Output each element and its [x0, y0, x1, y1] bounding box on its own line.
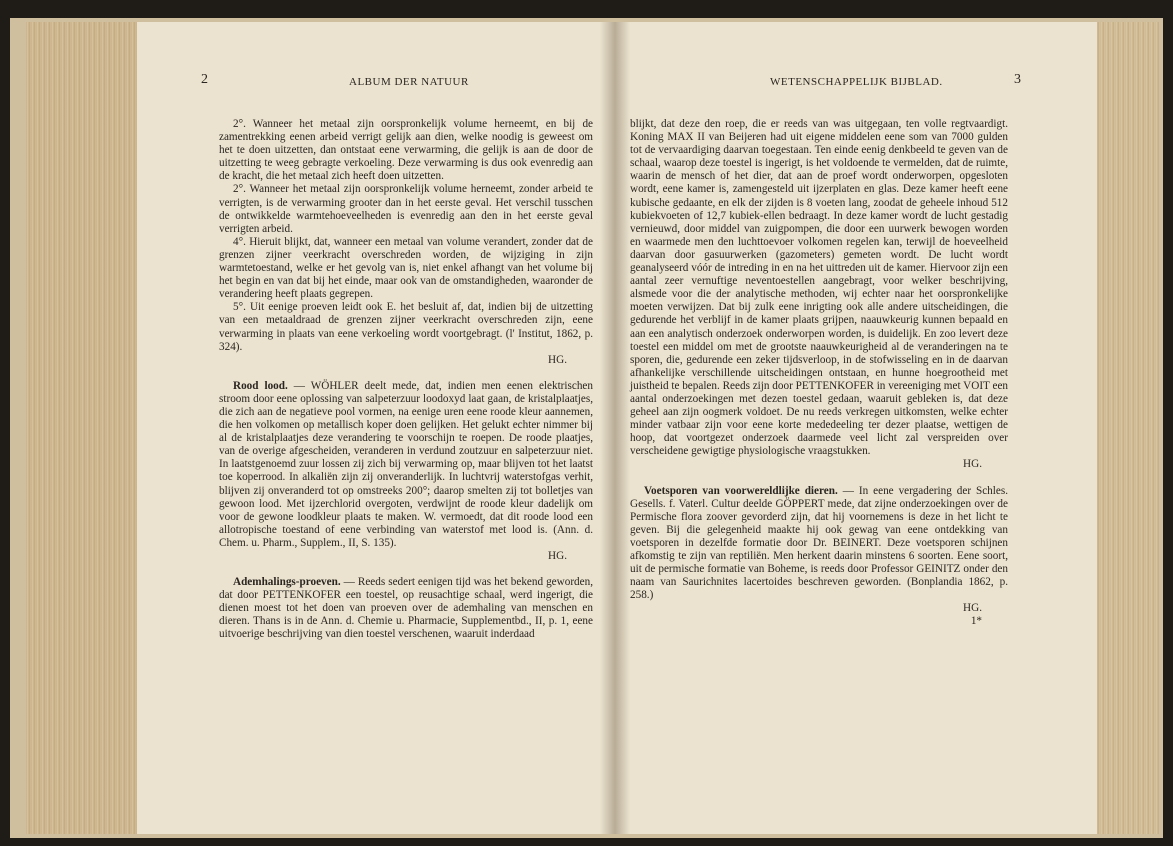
right-page-number: 3: [1014, 72, 1022, 87]
signature-hg: HG.: [963, 458, 982, 471]
left-running-head: ALBUM DER NATUUR: [349, 76, 469, 88]
left-page-number: 2: [201, 72, 209, 87]
paragraph: 2°. Wanneer het metaal zijn oorspronkelijk volume herneemt, en bij de zamentrekking eenen arbeid verrigt gelijk aan dien, welke noodig is geweest om het te doen uitzetten, dan ontstaat eene verwarming, die gelijk is aan de door de uitzetting te weeg gebragte verkoeling. Deze verwarming is dus ook evenredig aan de kracht, die het metaal zich heeft doen uitzetten.: [219, 118, 593, 183]
right-column: [630, 118, 1008, 629]
left-column: [219, 118, 593, 642]
paragraph: 4°. Hieruit blijkt, dat, wanneer een metaal van volume verandert, zonder dat de grenzen zijner veerkracht overschreden worden, de wijziging in zijn warmtetoestand, welke er het gevolg van is, niet enkel afhangt van het volume bij het begin en van dat bij het einde, maar ook van de omstandigheden, waaronder de verandering heeft plaats gegrepen.: [219, 235, 593, 301]
sheet-signature-mark: 1*: [970, 615, 982, 628]
article-text: — Reeds sedert eenigen tijd was het bekend geworden, dat door PETTENKOFER een toestel, op reusachtige schaal, werd ingerigt, die dienen moest tot het doen van proeven over de ademhaling van menschen en dieren. Thans is in de Ann. d. Chemie u. Pharmacie, Supplementbd., II, p. 1, eene uitvoerige beschrijving van dien toestel verschenen, waaruit inderdaad: [219, 576, 593, 641]
paragraph: blijkt, dat deze den roep, die er reeds van was uitgegaan, ten volle regtvaardigt. Koning MAX II van Beijeren had uit eigene middelen eene som van 7000 gulden tot de vervaardiging daarvan toegestaan. Ten einde eenig denkbeeld te geven van de schaal, waarop deze toestel is ingerigt, is het voldoende te vermelden, dat de ruimte, waarin de mensch of het dier, dat aan de proef wordt onderworpen, opgesloten wordt, eene kamer is, zamengesteld uit ijzerplaten en glas. Deze kamer heeft eene kubische gedaante, en elk der zijden is 8 voeten lang, zoodat de geheele inhoud 512 kubiekvoeten of 12,7 kubiek-ellen bedraagt. In deze kamer wordt de lucht gestadig vernieuwd, door middel van zuigpompen, die door een uurwerk bewogen worden en waarmede men den luchttoevoer volkomen regelen kan, terwijl de hoeveelheid daarvan door gasuurwerken (gazometers) gemeten wordt. De lucht wordt geanalyseerd vóór de intreding in en na het uittreden uit de kamer. Hiervoor zijn een aantal zeer vernuftige neventoestellen aangebragt, voor welker beschrijving, alsmede voor die der analytische methoden, wij echter naar het oorspronkelijke moeten verwijzen. Dat bij zulk eene inrigting ook alle andere uitscheidingen, die gedurende het verblijf in de kamer plaats grijpen, naauwkeurig kunnen bepaald en aan een analytisch onderzoek onderworpen worden, is duidelijk. En zoo levert deze toestel een middel om met de grootste naauwkeurigheid al de veranderingen na te sporen, die, gedurende een zeker tijdsverloop, in de stofwisseling en in de daarvan afhankelijke verschillende uitscheidingen ontstaan, en hunne hoegrootheid met juistheid te bepalen. Reeds zijn door PETTENKOFER in vereeniging met VOIT een aantal onderzoekingen met dezen toestel gedaan, waaruit gebleken is, dat deze geheel aan zijn oogmerk voldoet. De nu reeds verkregen uitkomsten, welke echter minder vatbaar zijn voor eene korte mededeeling ter dezer plaatse, wettigen de hoop, dat voortgezet onderzoek daarmede veel licht zal verspreiden over verscheidene gewigtige physiologische vraagstukken.: [630, 118, 1009, 458]
article-rood-lood: [219, 380, 593, 550]
article-text: — In eene vergadering der Schles. Gesells. f. Vaterl. Cultur deelde GÖPPERT mede, dat zijne onderzoekingen over de Permische flora zoover gevorderd zijn, dat hij voornemens is deze in het licht te geven. Bij die gelegenheid maakte hij ook gewag van eene ontdekking van voetsporen in dezelfde formatie door Dr. BEINERT. Deze voetsporen schijnen afkomstig te zijn van reptiliën. Men herkent daarin minstens 6 soorten. Eene soort, uit de permische formatie van Boheme, is reeds door Professor GEINITZ onder den naam van Saurichnites lacertoides beschreven geworden. (Bonplandia 1862, p. 258.): [630, 484, 1009, 602]
right-page-edges: [1095, 22, 1159, 834]
article-title: Ademhalings-proeven.: [233, 576, 341, 589]
signature-hg: HG.: [963, 602, 982, 615]
article-voetsporen: [630, 485, 1008, 603]
signature-hg: HG.: [548, 550, 567, 562]
book-gutter: [600, 22, 630, 834]
signature-hg: HG.: [548, 353, 567, 366]
article-ademhalings-proeven: [219, 576, 593, 641]
paragraph: 5°. Uit eenige proeven leidt ook E. het besluit af, dat, indien bij de uitzetting van een metaaldraad de grenzen zijner veerkracht overschreden zijn, eene verwarming in plaats van eene verkoeling wordt voortgebragt. (l' Institut, 1862, p. 324).: [219, 301, 593, 353]
paragraph: 2°. Wanneer het metaal zijn oorspronkelijk volume herneemt, zonder arbeid te verrigten, is de verwarming grooter dan in het eerste geval. Het verschil tusschen de ontwikkelde warmtehoeveelheden is evenredig aan den in het eerste geval verrigten arbeid.: [219, 183, 593, 235]
open-book: [10, 18, 1163, 838]
right-page: [614, 22, 1097, 834]
right-running-head: WETENSCHAPPELIJK BIJBLAD.: [770, 76, 943, 88]
left-page: [137, 22, 615, 834]
article-title: Rood lood.: [233, 379, 288, 392]
article-title: Voetsporen van voorwereldlijke dieren.: [644, 484, 838, 497]
left-page-edges: [26, 22, 146, 834]
article-text: — WÖHLER deelt mede, dat, indien men eenen elektrischen stroom door eene oplossing van salpeterzuur loodoxyd laat gaan, de kristalplaatjes, die zich aan de negatieve pool vormen, na eenige uren eene roode kleur aannemen, die hen volkomen op metallisch koper doen gelijken. Het gelukt echter nimmer bij al de kristalplaatjes deze verandering te voorschijn te roepen. De roode plaatjes, van de overige afgescheiden, veranderen in verdund zoutzuur en salpeterzuur niet. In laatstgenoemd zuur lossen zij zich bij verwarming op, maar blijven tot het laatst toe koperrood. In alkaliën zijn zij onveranderlijk. In luchtvrij waterstofgas verhit, blijven zij onveranderd tot op omstreeks 200°; daarop smelten zij tot bolletjes van gewoon lood. Met ijzerchlorid overgoten, verdwijnt de roode kleur dadelijk om voor de gewone loodkleur plaats te maken. W. vermoedt, dat dit roode lood een allotropische toestand of eene verbinding van waterstof met lood is. (Ann. d. Chem. u. Pharm., Supplem., II, S. 135).: [219, 379, 593, 549]
